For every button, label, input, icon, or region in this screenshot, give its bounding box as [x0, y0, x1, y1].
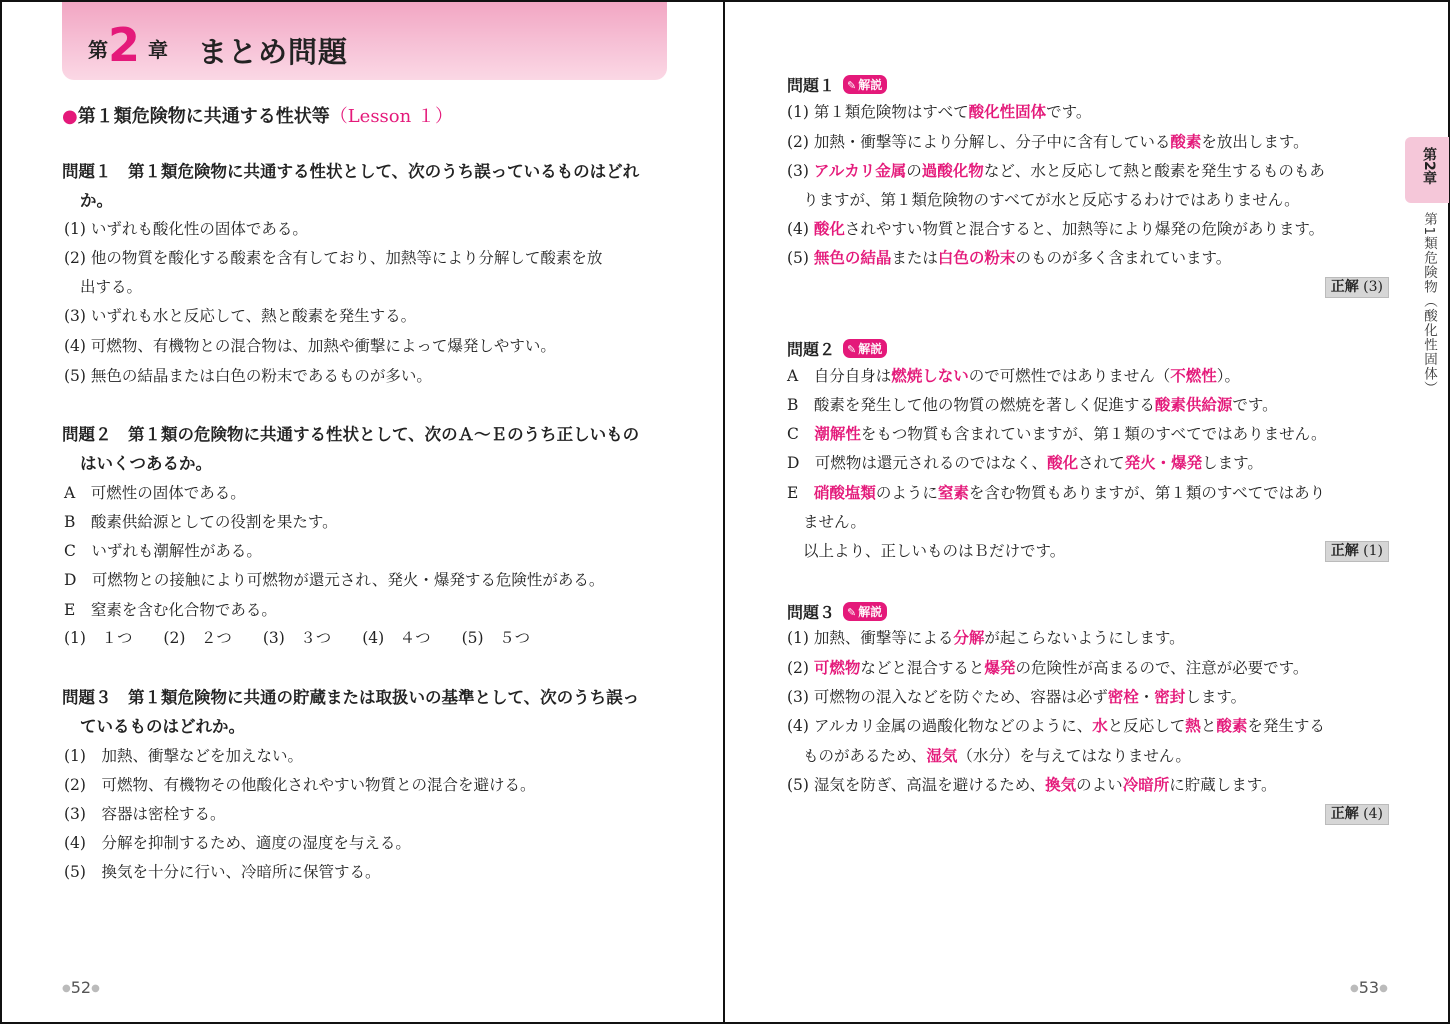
highlight: 白色の粉末: [937, 249, 1016, 267]
highlight: 窒素: [937, 484, 969, 502]
highlight: 分解: [953, 629, 985, 647]
question-2-option: D 可燃物との接触により可燃物が還元され、発火・爆発する危険性がある。: [64, 571, 605, 589]
pencil-icon: ✎: [847, 606, 857, 619]
highlight: 酸化: [1047, 454, 1079, 472]
question-title-line: ているものはどれか。: [80, 717, 245, 736]
answer-3-line: (2) 可燃物などと混合すると爆発の危険性が高まるので、注意が必要です。: [787, 659, 1309, 677]
highlight: 密栓: [1107, 688, 1139, 706]
answer-2-correct: [1325, 541, 1389, 562]
answer-3-correct: [1325, 804, 1389, 825]
question-1-title: [62, 157, 672, 215]
highlight: 爆発: [984, 659, 1016, 677]
answer-2-summary: 以上より、正しいものはＢだけです。: [803, 542, 1066, 560]
question-title-line: か。: [80, 191, 113, 210]
answer-3-line: (3) 可燃物の混入などを防ぐため、容器は必ず密栓・密封します。: [787, 688, 1247, 706]
answer-1-heading: [787, 73, 887, 96]
choice: (4) ４つ: [362, 629, 431, 647]
answer-1-line: (5) 無色の結晶または白色の粉末のものが多く含まれています。: [787, 249, 1232, 267]
answer-2-line: C 潮解性をもつ物質も含まれていますが、第１類のすべてではありません。: [787, 425, 1327, 443]
highlight: 酸化性固体: [968, 103, 1047, 121]
answer-1-line: (1) 第１類危険物はすべて酸化性固体です。: [787, 103, 1092, 121]
question-1-option: (4) 可燃物、有機物との混合物は、加熱や衝撃によって爆発しやすい。: [64, 337, 556, 355]
answer-heading-text: 問題２: [787, 340, 836, 359]
correct-value: (1): [1363, 543, 1383, 559]
answer-1-line-cont: りますが、第１類危険物のすべてが水と反応するわけではありません。: [803, 191, 1300, 209]
answer-3-line: (1) 加熱、衝撃等による分解が起こらないようにします。: [787, 629, 1185, 647]
page-dot-icon: ●: [1350, 983, 1359, 994]
chapter-title: まとめ問題: [198, 35, 349, 69]
highlight: 過酸化物: [921, 162, 984, 180]
highlight: 換気: [1045, 776, 1077, 794]
question-1-option: (2) 他の物質を酸化する酸素を含有しており、加熱等により分解して酸素を放: [64, 249, 603, 267]
pencil-icon: ✎: [847, 79, 857, 92]
badge-label: 解説: [858, 342, 883, 356]
chapter-suffix: 章: [148, 38, 168, 62]
highlight: 発火・爆発: [1124, 454, 1203, 472]
page-dot-icon: ●: [1379, 983, 1388, 994]
highlight: 不燃性: [1170, 367, 1217, 385]
highlight: 湿気: [926, 747, 958, 765]
lesson-heading: [62, 102, 453, 128]
answer-3-heading: [787, 600, 887, 623]
question-1-option: (1) いずれも酸化性の固体である。: [64, 220, 308, 238]
correct-value: (4): [1363, 806, 1383, 822]
chapter-banner: [62, 2, 667, 80]
chapter-index-tab-label: 第2章: [1421, 147, 1437, 185]
answer-heading-text: 問題３: [787, 603, 836, 622]
right-page: [723, 0, 1450, 1024]
question-3-title: [62, 683, 672, 741]
page-number-text: 52: [70, 978, 92, 997]
highlight: 酸化: [813, 220, 845, 238]
chapter-prefix: 第: [88, 38, 108, 62]
lesson-reference: （Lesson １）: [329, 106, 453, 127]
answer-heading-text: 問題１: [787, 76, 836, 95]
question-2-title: [62, 420, 672, 478]
highlight: 熱: [1185, 717, 1201, 735]
question-2-option: E 窒素を含む化合物である。: [64, 601, 277, 619]
answer-2-heading: [787, 337, 887, 360]
choice: (2) ２つ: [163, 629, 232, 647]
answer-3-line: (5) 湿気を防ぎ、高温を避けるため、換気のよい冷暗所に貯蔵します。: [787, 776, 1277, 794]
highlight: 酸素供給源: [1154, 396, 1233, 414]
explanation-badge: [843, 75, 887, 94]
question-title-line: はいくつあるか。: [80, 454, 212, 473]
answer-2-line-cont: ません。: [803, 513, 866, 531]
answer-2-line: E 硝酸塩類のように窒素を含む物質もありますが、第１類のすべてではあり: [787, 484, 1326, 502]
chapter-number: 2: [108, 18, 139, 72]
question-2-option: A 可燃性の固体である。: [64, 484, 246, 502]
question-3-option: (1) 加熱、衝撃などを加えない。: [64, 747, 303, 765]
page-number: [62, 978, 100, 997]
answer-3-line: (4) アルカリ金属の過酸化物などのように、水と反応して熱と酸素を発生する: [787, 717, 1325, 735]
question-3-option: (2) 可燃物、有機物その他酸化されやすい物質との混合を避ける。: [64, 776, 536, 794]
question-1-option: (5) 無色の結晶または白色の粉末であるものが多い。: [64, 367, 432, 385]
explanation-badge: [843, 602, 887, 621]
explanation-badge: [843, 339, 887, 358]
badge-label: 解説: [858, 605, 883, 619]
page-dot-icon: ●: [91, 983, 100, 994]
question-1-option-cont: 出する。: [80, 278, 143, 296]
answer-1-line: (2) 加熱・衝撃等により分解し、分子中に含有している酸素を放出します。: [787, 133, 1309, 151]
highlight: 酸素: [1170, 133, 1202, 151]
highlight: 酸素: [1216, 717, 1248, 735]
highlight: 冷暗所: [1122, 776, 1170, 794]
correct-label: 正解: [1330, 543, 1359, 559]
highlight: 燃焼しない: [891, 367, 969, 385]
question-3-option: (5) 換気を十分に行い、冷暗所に保管する。: [64, 863, 381, 881]
highlight: アルカリ金属: [813, 162, 907, 180]
answer-2-line: B 酸素を発生して他の物質の燃焼を著しく促進する酸素供給源です。: [787, 396, 1278, 414]
question-1-option: (3) いずれも水と反応して、熱と酸素を発生する。: [64, 307, 417, 325]
lesson-heading-text: 第１類危険物に共通する性状等: [77, 106, 330, 127]
question-3-option: (4) 分解を抑制するため、適度の湿度を与える。: [64, 834, 411, 852]
choice: (1) １つ: [64, 629, 133, 647]
highlight: 可燃物: [813, 659, 861, 677]
page-number: [1350, 978, 1388, 997]
page-number-text: 53: [1358, 978, 1380, 997]
question-title-line: 問題１ 第１類危険物に共通する性状として、次のうち誤っているものはどれ: [62, 162, 640, 181]
question-2-choices: [64, 626, 556, 648]
answer-2-line: D 可燃物は還元されるのではなく、酸化されて発火・爆発します。: [787, 454, 1263, 472]
bullet-dot-icon: ●: [62, 106, 78, 127]
correct-value: (3): [1363, 279, 1383, 295]
chapter-index-subtitle: 第1類危険物（酸化性固体）: [1421, 212, 1437, 396]
question-title-line: 問題３ 第１類危険物に共通の貯蔵または取扱いの基準として、次のうち誤っ: [62, 688, 640, 707]
question-2-option: B 酸素供給源としての役割を果たす。: [64, 513, 338, 531]
highlight: 水: [1092, 717, 1108, 735]
correct-label: 正解: [1330, 279, 1359, 295]
answer-3-line-cont: ものがあるため、湿気（水分）を与えてはなりません。: [803, 747, 1191, 765]
pencil-icon: ✎: [847, 343, 857, 356]
answer-1-line: (4) 酸化されやすい物質と混合すると、加熱等により爆発の危険があります。: [787, 220, 1325, 238]
badge-label: 解説: [858, 78, 883, 92]
question-2-option: C いずれも潮解性がある。: [64, 542, 262, 560]
choice: (5) ５つ: [461, 629, 531, 647]
correct-label: 正解: [1330, 806, 1359, 822]
highlight: 潮解性: [814, 425, 861, 443]
highlight: 無色の結晶: [813, 249, 892, 267]
highlight: 硝酸塩類: [813, 484, 876, 502]
question-3-option: (3) 容器は密栓する。: [64, 805, 226, 823]
choice: (3) ３つ: [262, 629, 332, 647]
highlight: 密封: [1154, 688, 1186, 706]
question-title-line: 問題２ 第１類の危険物に共通する性状として、次のＡ～Ｅのうち正しいもの: [62, 425, 640, 444]
answer-2-line: A 自分自身は燃焼しないので可燃性ではありません（不燃性）。: [787, 367, 1241, 385]
answer-1-line: (3) アルカリ金属の過酸化物など、水と反応して熱と酸素を発生するものもあ: [787, 162, 1325, 180]
page-dot-icon: ●: [62, 983, 71, 994]
answer-1-correct: [1325, 277, 1389, 298]
chapter-index-tab[interactable]: [1405, 137, 1449, 203]
